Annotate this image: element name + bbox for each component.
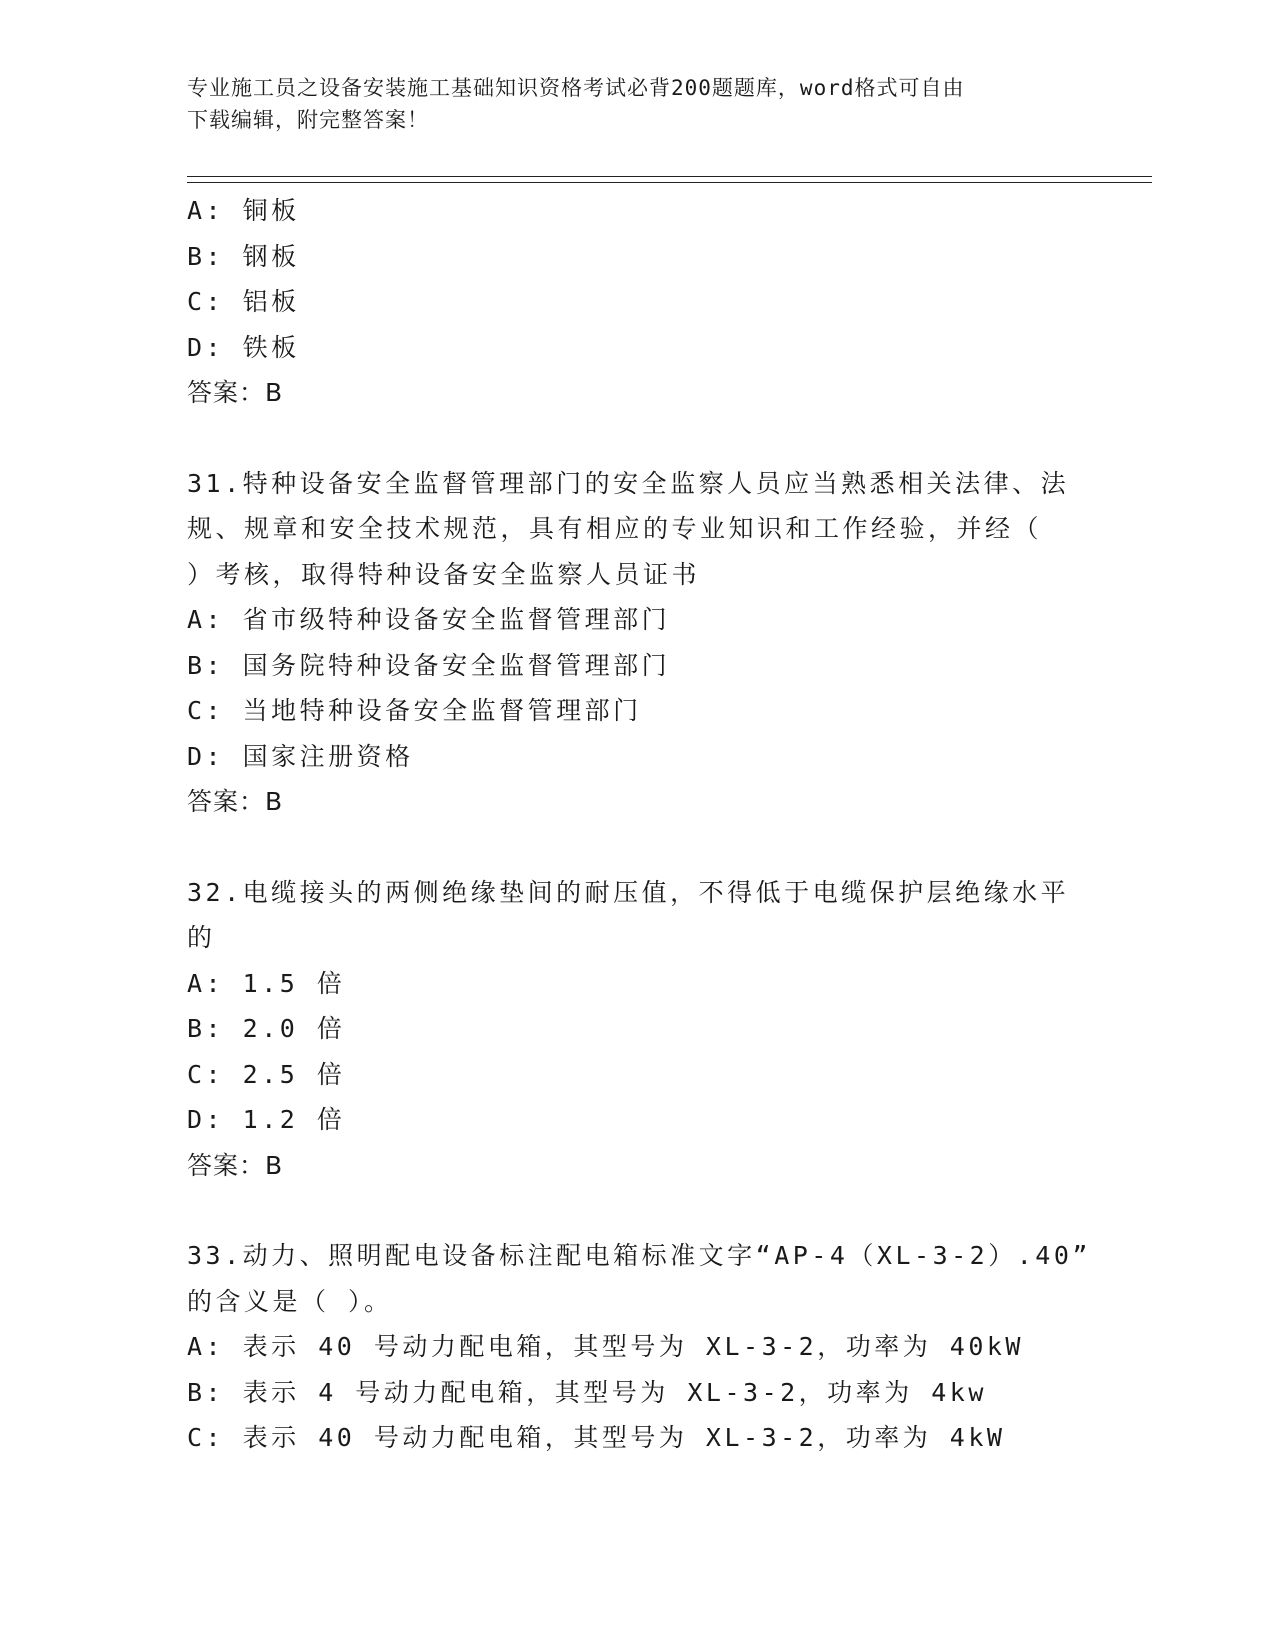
option-c: C: 2.5 倍 bbox=[187, 1059, 346, 1089]
option-a: A: 1.5 倍 bbox=[187, 968, 346, 998]
question-list bbox=[187, 188, 1091, 1461]
option-b: B: 钢板 bbox=[187, 241, 300, 271]
option-d: D: 国家注册资格 bbox=[187, 741, 414, 771]
question-text-line: 31.特种设备安全监督管理部门的安全监察人员应当熟悉相关法律、法 bbox=[187, 468, 1070, 498]
answer-line: 答案：B bbox=[187, 1150, 284, 1180]
header-divider-bottom bbox=[187, 182, 1152, 183]
question-text-line: 32.电缆接头的两侧绝缘垫间的耐压值，不得低于电缆保护层绝缘水平 bbox=[187, 877, 1070, 907]
option-a: A: 铜板 bbox=[187, 196, 300, 225]
option-a: A: 表示 40 号动力配电箱，其型号为 XL-3-2，功率为 40kW bbox=[187, 1332, 1024, 1361]
question-text-line: 的含义是（ ）。 bbox=[187, 1286, 393, 1316]
block-spacer bbox=[187, 825, 1087, 870]
header-line-2: 下载编辑，附完整答案！ bbox=[187, 108, 429, 132]
header-line-1: 专业施工员之设备安装施工基础知识资格考试必背200题题库，word格式可自由 bbox=[187, 76, 965, 100]
document-header bbox=[187, 72, 1067, 136]
option-d: D: 1.2 倍 bbox=[187, 1105, 346, 1134]
option-d: D: 铁板 bbox=[187, 332, 300, 362]
question-text-line: ）考核，取得特种设备安全监察人员证书 bbox=[187, 559, 701, 589]
option-c: C: 当地特种设备安全监督管理部门 bbox=[187, 696, 642, 725]
question-text-line: 33.动力、照明配电设备标注配电箱标准文字“AP-4（XL-3-2）.40” bbox=[187, 1241, 1091, 1270]
option-b: B: 国务院特种设备安全监督管理部门 bbox=[187, 650, 671, 680]
question-block bbox=[187, 188, 1087, 416]
question-block bbox=[187, 870, 1087, 1189]
answer-line: 答案：B bbox=[187, 787, 284, 816]
option-b: B: 2.0 倍 bbox=[187, 1014, 346, 1043]
question-text-line: 规、规章和安全技术规范，具有相应的专业知识和工作经验，并经（ bbox=[187, 514, 1043, 543]
option-c: C: 铝板 bbox=[187, 287, 300, 316]
option-b: B: 表示 4 号动力配电箱，其型号为 XL-3-2，功率为 4kw bbox=[187, 1377, 987, 1407]
option-a: A: 省市级特种设备安全监督管理部门 bbox=[187, 605, 671, 634]
answer-line: 答案：B bbox=[187, 378, 284, 407]
question-block bbox=[187, 461, 1087, 825]
option-c: C: 表示 40 号动力配电箱，其型号为 XL-3-2，功率为 4kW bbox=[187, 1423, 1006, 1452]
block-spacer bbox=[187, 1188, 1087, 1233]
header-divider-top bbox=[187, 176, 1152, 177]
question-text-line: 的 bbox=[187, 923, 216, 952]
block-spacer bbox=[187, 416, 1087, 461]
question-block bbox=[187, 1233, 1091, 1461]
